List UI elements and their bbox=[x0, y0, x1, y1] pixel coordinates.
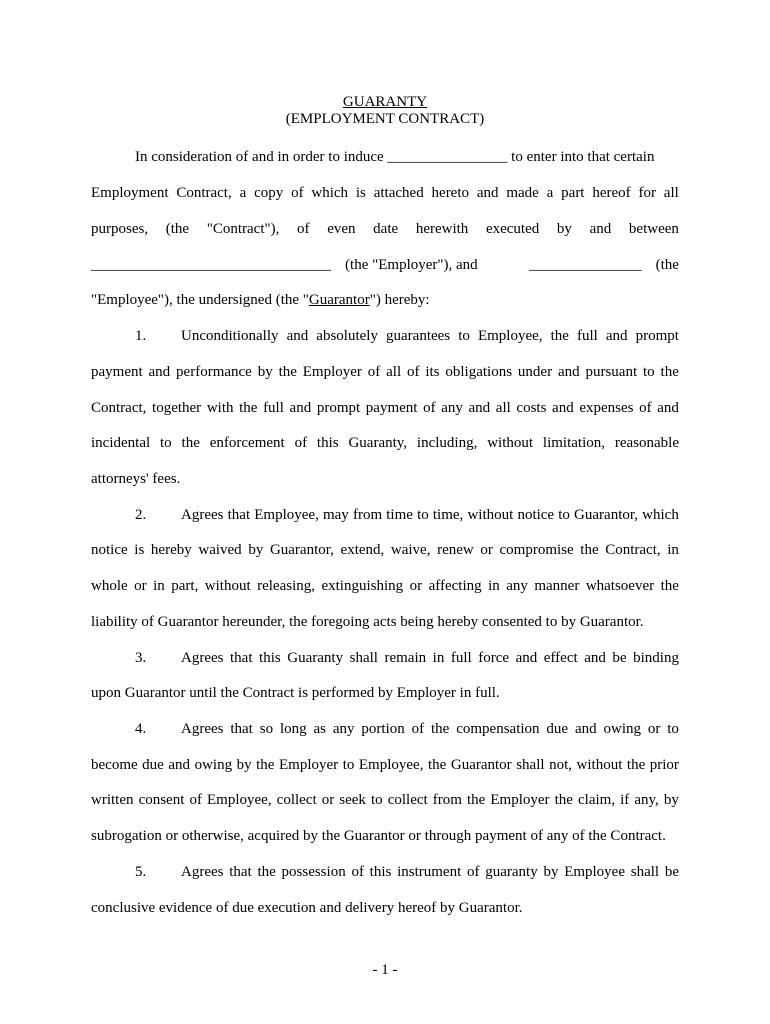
word: and bbox=[574, 721, 597, 737]
intro-text: In consideration of and in order to induce bbox=[135, 149, 384, 165]
word: this bbox=[259, 650, 281, 666]
p4-line-3 bbox=[91, 790, 679, 810]
word: a bbox=[546, 185, 554, 201]
word: and bbox=[148, 364, 171, 380]
word: including, bbox=[416, 435, 478, 451]
word: Guarantor bbox=[450, 757, 512, 773]
word: hereof bbox=[592, 185, 631, 201]
word: (the bbox=[165, 221, 190, 237]
word: to bbox=[558, 507, 570, 523]
word: Agrees bbox=[181, 507, 224, 523]
word: payment bbox=[365, 400, 418, 416]
word: its bbox=[425, 364, 440, 380]
word: prompt bbox=[316, 400, 361, 416]
word: releasing, bbox=[257, 578, 315, 594]
word: the bbox=[660, 578, 679, 594]
word: so bbox=[259, 721, 274, 737]
word: or bbox=[480, 542, 493, 558]
word: to bbox=[643, 364, 655, 380]
word: without bbox=[204, 578, 251, 594]
word: which bbox=[311, 185, 349, 201]
word: the bbox=[580, 542, 599, 558]
word: Employee, bbox=[254, 507, 319, 523]
page-number: - 1 - bbox=[372, 962, 398, 978]
word: the bbox=[239, 400, 258, 416]
p2-line-1 bbox=[135, 505, 679, 525]
word: not, bbox=[549, 757, 572, 773]
word: pursuant bbox=[585, 364, 638, 380]
word: of bbox=[423, 400, 436, 416]
word: and bbox=[657, 400, 679, 416]
word: instrument bbox=[397, 864, 462, 880]
word: and bbox=[515, 650, 538, 666]
word: may bbox=[322, 507, 349, 523]
word: any bbox=[332, 721, 355, 737]
p5-line-1 bbox=[135, 862, 679, 882]
word: Guaranty, bbox=[348, 435, 408, 451]
word: binding bbox=[633, 650, 679, 666]
word: Employer bbox=[490, 792, 550, 808]
word: Employment bbox=[91, 185, 169, 201]
word: and bbox=[584, 650, 606, 666]
word: guarantees bbox=[386, 328, 451, 344]
blank-field-employer: ________________________________ bbox=[91, 257, 331, 273]
word: consent bbox=[138, 792, 185, 808]
word: or bbox=[134, 578, 147, 594]
word: and bbox=[552, 400, 574, 416]
word: of bbox=[291, 185, 304, 201]
word: the bbox=[278, 364, 297, 380]
word: in bbox=[432, 650, 445, 666]
word: and bbox=[286, 328, 309, 344]
word: of bbox=[189, 792, 202, 808]
word: absolutely bbox=[316, 328, 378, 344]
word: any, bbox=[634, 792, 659, 808]
word: time, bbox=[432, 507, 464, 523]
word: under bbox=[517, 364, 553, 380]
word: to bbox=[370, 792, 383, 808]
p1-line-4 bbox=[91, 433, 679, 453]
word: without bbox=[576, 757, 623, 773]
p2-line-3 bbox=[91, 576, 679, 596]
p2-text bbox=[181, 505, 679, 525]
word: owing bbox=[603, 721, 642, 737]
word: attached bbox=[373, 185, 424, 201]
word: to bbox=[342, 757, 355, 773]
word: guaranty bbox=[485, 864, 538, 880]
word: and bbox=[289, 400, 312, 416]
paragraph-number: 2. bbox=[135, 507, 147, 523]
word: the bbox=[660, 364, 679, 380]
word: shall bbox=[349, 650, 378, 666]
word: of bbox=[639, 400, 652, 416]
word: to bbox=[160, 435, 172, 451]
word: full bbox=[263, 400, 284, 416]
word: possession bbox=[281, 864, 346, 880]
word: prompt bbox=[635, 328, 679, 344]
word: the bbox=[428, 757, 447, 773]
word: without bbox=[487, 435, 534, 451]
word: Guarantor, bbox=[574, 507, 639, 523]
word: by bbox=[543, 864, 559, 880]
word: obligations bbox=[445, 364, 513, 380]
word: is bbox=[355, 185, 366, 201]
intro-text: (the bbox=[655, 257, 679, 273]
word: "Contract"), bbox=[206, 221, 280, 237]
word: this bbox=[369, 864, 392, 880]
word: of bbox=[351, 864, 364, 880]
word: from bbox=[352, 507, 383, 523]
word: Contract, bbox=[91, 400, 147, 416]
word: and bbox=[168, 757, 191, 773]
word: or bbox=[321, 792, 335, 808]
p1-line-2 bbox=[91, 362, 679, 382]
word: force bbox=[478, 650, 510, 666]
word: a bbox=[239, 185, 247, 201]
word: remain bbox=[384, 650, 427, 666]
word: waive, bbox=[390, 542, 431, 558]
word: of bbox=[406, 364, 420, 380]
word: Employee, bbox=[207, 792, 272, 808]
word: the bbox=[467, 792, 486, 808]
word: the bbox=[626, 757, 646, 773]
word: notice bbox=[517, 507, 555, 523]
word: Guaranty bbox=[287, 650, 344, 666]
word: Guarantor, bbox=[269, 542, 334, 558]
word: the bbox=[256, 757, 275, 773]
word: from bbox=[432, 792, 462, 808]
word: this bbox=[316, 435, 339, 451]
word: part, bbox=[171, 578, 199, 594]
word: to bbox=[417, 507, 429, 523]
blank-field: ________________ bbox=[387, 149, 508, 165]
word: due bbox=[546, 721, 569, 737]
word: claim, bbox=[578, 792, 616, 808]
word: shall bbox=[630, 864, 660, 880]
word: costs bbox=[516, 400, 547, 416]
word: become bbox=[91, 757, 138, 773]
word: made bbox=[506, 185, 539, 201]
word: and bbox=[557, 364, 580, 380]
word: all bbox=[495, 400, 511, 416]
word: that bbox=[229, 864, 252, 880]
word: for bbox=[638, 185, 656, 201]
word: long bbox=[279, 721, 307, 737]
word: compromise bbox=[499, 542, 574, 558]
word: shall bbox=[516, 757, 545, 773]
word: of bbox=[411, 721, 425, 737]
p4-line-1 bbox=[135, 719, 679, 739]
word: and bbox=[476, 185, 499, 201]
word: time bbox=[386, 507, 413, 523]
word: date bbox=[373, 221, 399, 237]
word: by bbox=[663, 792, 679, 808]
guarantor-defined-term: Guarantor bbox=[308, 292, 370, 308]
word: that bbox=[230, 721, 253, 737]
word: the bbox=[181, 435, 200, 451]
word: collect bbox=[387, 792, 428, 808]
word: without bbox=[467, 507, 514, 523]
word: reasonable bbox=[614, 435, 679, 451]
word: to bbox=[667, 721, 679, 737]
word: prior bbox=[649, 757, 679, 773]
word: to bbox=[458, 328, 470, 344]
word: Contract, bbox=[176, 185, 232, 201]
word: be bbox=[664, 864, 679, 880]
p2-line-4: liability of Guarantor hereunder, the foregoing acts being hereby consented to by Guarantor. bbox=[91, 614, 644, 630]
word: with bbox=[206, 400, 234, 416]
word: the bbox=[554, 792, 573, 808]
p5-line-2: conclusive evidence of due execution and delivery hereof by Guarantor. bbox=[91, 900, 523, 916]
word: copy bbox=[254, 185, 284, 201]
word: executed bbox=[485, 221, 540, 237]
word: Employer bbox=[302, 364, 362, 380]
word: manner bbox=[534, 578, 580, 594]
word: part bbox=[561, 185, 585, 201]
word: due bbox=[142, 757, 164, 773]
word: full bbox=[576, 328, 598, 344]
word: limitation, bbox=[542, 435, 605, 451]
word: Agrees bbox=[181, 650, 224, 666]
word: and bbox=[468, 400, 491, 416]
word: Employee bbox=[564, 864, 626, 880]
p4-line-4: subrogation or otherwise, acquired by the Guarantor or through payment of any of the Contract. bbox=[91, 828, 666, 844]
word: hereto bbox=[431, 185, 470, 201]
intro-text: to enter into that certain bbox=[511, 149, 655, 165]
word: of bbox=[294, 435, 308, 451]
word: any bbox=[506, 578, 528, 594]
word: of bbox=[467, 864, 480, 880]
word: or bbox=[409, 578, 423, 594]
word: any bbox=[441, 400, 463, 416]
word: portion bbox=[361, 721, 405, 737]
word: Employee, bbox=[477, 328, 543, 344]
paragraph-number: 1. bbox=[135, 328, 147, 344]
blank-field-employee: _______________ bbox=[529, 257, 642, 273]
intro-line-2 bbox=[91, 183, 679, 203]
word: written bbox=[91, 792, 134, 808]
word: together bbox=[152, 400, 202, 416]
word: collect bbox=[276, 792, 317, 808]
word: hereby bbox=[150, 542, 192, 558]
word: Employer bbox=[279, 757, 339, 773]
word: extend, bbox=[340, 542, 385, 558]
word: in bbox=[153, 578, 165, 594]
p1-line-5: attorneys' fees. bbox=[91, 471, 181, 487]
word: the bbox=[257, 864, 276, 880]
word: whatsoever bbox=[585, 578, 655, 594]
word: Contract, bbox=[605, 542, 661, 558]
word: all bbox=[663, 185, 679, 201]
employer-label bbox=[345, 255, 515, 275]
word: performance bbox=[176, 364, 252, 380]
word: the bbox=[431, 721, 450, 737]
word: herewith bbox=[415, 221, 469, 237]
word: enforcement bbox=[209, 435, 285, 451]
word: by bbox=[248, 542, 264, 558]
word: whole bbox=[91, 578, 128, 594]
word: all bbox=[386, 364, 402, 380]
word: by bbox=[556, 221, 572, 237]
word: Agrees bbox=[181, 721, 224, 737]
p1-text bbox=[181, 326, 679, 346]
word: full bbox=[450, 650, 472, 666]
p5-text bbox=[181, 862, 679, 882]
word: if bbox=[620, 792, 630, 808]
word: in bbox=[488, 578, 500, 594]
word: which bbox=[642, 507, 679, 523]
word: affecting bbox=[428, 578, 482, 594]
intro-line-4 bbox=[91, 255, 679, 275]
word: payment bbox=[91, 364, 143, 380]
word: Employee, bbox=[358, 757, 424, 773]
word: in bbox=[667, 542, 679, 558]
word: waived bbox=[198, 542, 242, 558]
p3-text bbox=[181, 648, 679, 668]
word: effect bbox=[543, 650, 578, 666]
word: that bbox=[230, 650, 253, 666]
p3-line-1 bbox=[135, 648, 679, 668]
paragraph-number: 4. bbox=[135, 721, 147, 737]
word: of bbox=[367, 364, 381, 380]
word: the bbox=[550, 328, 569, 344]
word: purposes, bbox=[91, 221, 149, 237]
word: that bbox=[227, 507, 251, 523]
word: owing bbox=[194, 757, 233, 773]
document-subtitle: (EMPLOYMENT CONTRACT) bbox=[285, 111, 485, 127]
word: by bbox=[257, 364, 273, 380]
p2-line-2 bbox=[91, 540, 679, 560]
paragraph-number: 5. bbox=[135, 864, 147, 880]
intro-line-3 bbox=[91, 219, 679, 239]
p4-line-2 bbox=[91, 755, 679, 775]
paragraph-number: 3. bbox=[135, 650, 147, 666]
word: as bbox=[313, 721, 326, 737]
word: compensation bbox=[456, 721, 540, 737]
word: Unconditionally bbox=[181, 328, 279, 344]
p3-line-2: upon Guarantor until the Contract is performed by Employer in full. bbox=[91, 685, 500, 701]
word: by bbox=[236, 757, 252, 773]
word: of bbox=[297, 221, 310, 237]
word: and bbox=[605, 328, 628, 344]
word: be bbox=[612, 650, 627, 666]
intro-text: "Employee"), the undersigned (the " bbox=[91, 292, 309, 308]
word: Agrees bbox=[181, 864, 224, 880]
word: renew bbox=[437, 542, 474, 558]
word: even bbox=[327, 221, 356, 237]
document-title: GUARANTY bbox=[342, 94, 428, 110]
p1-line-3 bbox=[91, 398, 679, 418]
word: seek bbox=[339, 792, 366, 808]
word: extinguishing bbox=[321, 578, 404, 594]
intro-text: ") hereby: bbox=[369, 292, 430, 308]
p1-line-1 bbox=[135, 326, 679, 346]
word: incidental bbox=[91, 435, 151, 451]
intro-line-1 bbox=[135, 147, 679, 167]
word: notice bbox=[91, 542, 128, 558]
word: is bbox=[134, 542, 145, 558]
word: or bbox=[647, 721, 661, 737]
intro-line-5 bbox=[91, 290, 679, 310]
word: and bbox=[589, 221, 612, 237]
word: between bbox=[628, 221, 679, 237]
p4-text bbox=[181, 719, 679, 739]
word: expenses bbox=[579, 400, 634, 416]
intro-text: (the "Employer"), and bbox=[345, 257, 478, 273]
